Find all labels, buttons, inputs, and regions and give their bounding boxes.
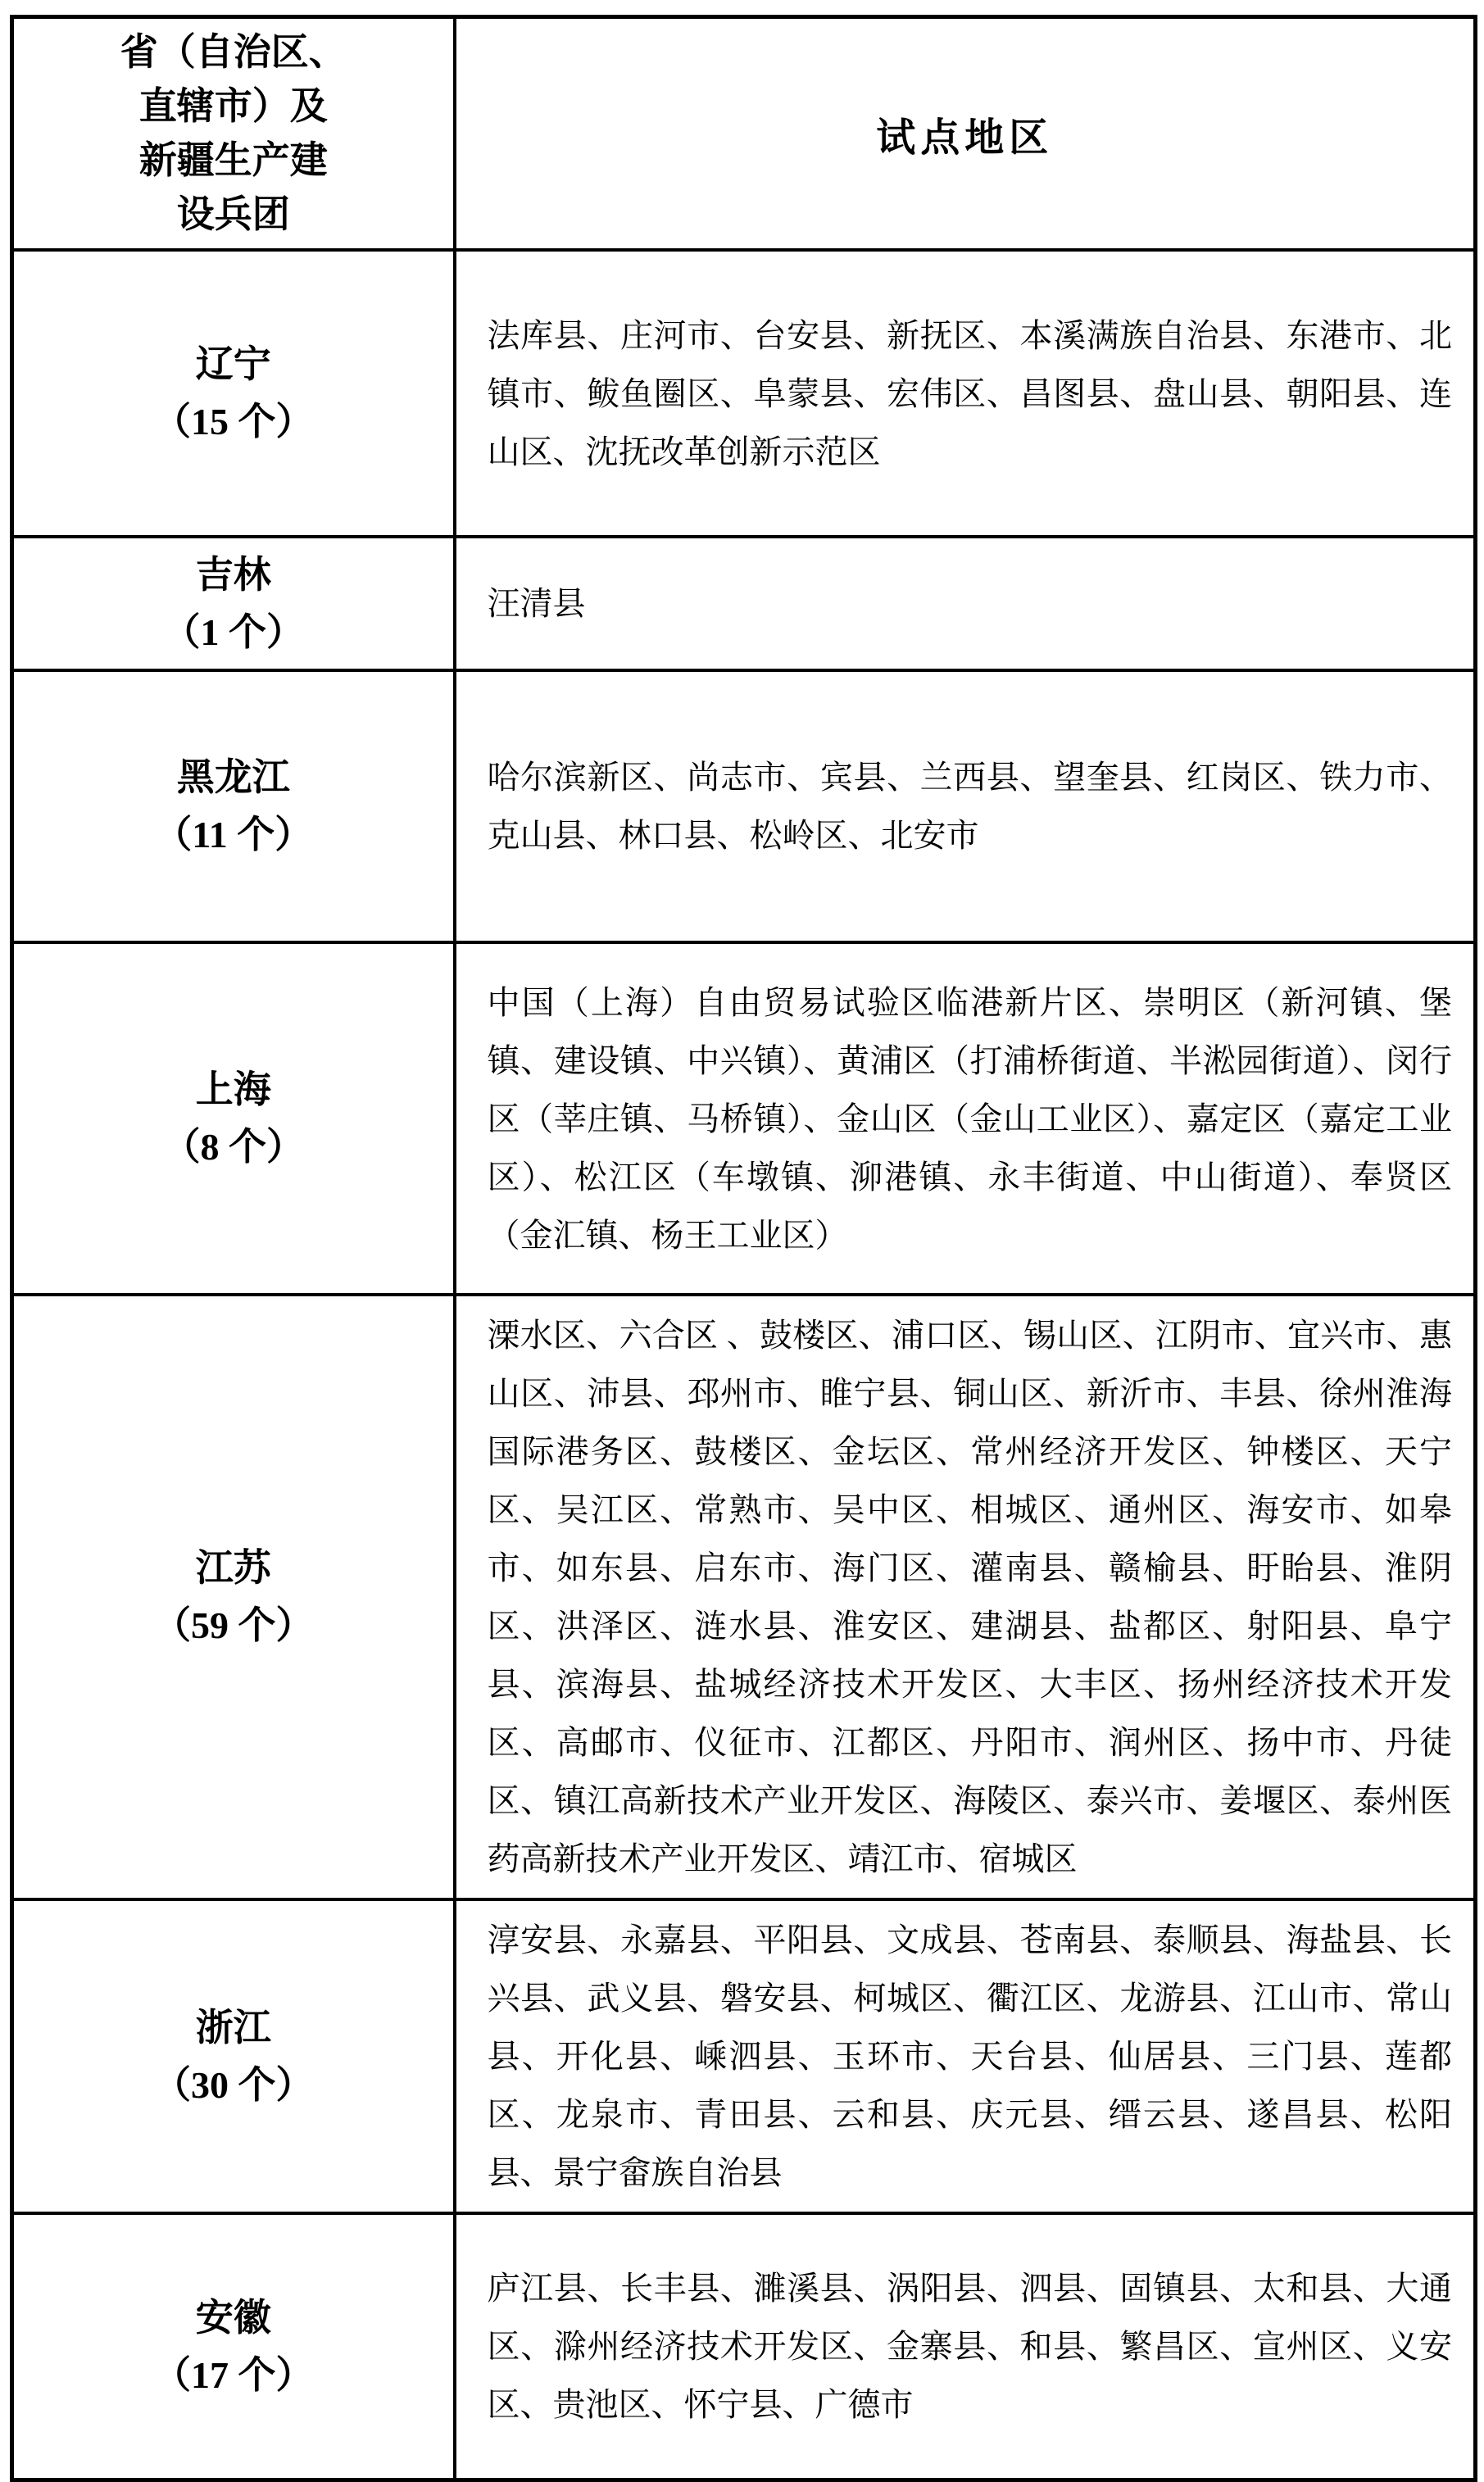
header-province-line: 省（自治区、 [120, 31, 347, 73]
areas-cell-shanghai: 中国（上海）自由贸易试验区临港新片区、崇明区（新河镇、堡镇、建设镇、中兴镇）、黄浦区（打浦桥街道、半淞园街道）、闵行区（莘庄镇、马桥镇）、金山区（金山工业区）、嘉定区（嘉定工业区）、松江区（车墩镇、泖港镇、永丰街道、中山街道）、奉贤区（金汇镇、杨王工业区） [455, 942, 1476, 1295]
province-name: 上海 [195, 1069, 271, 1110]
areas-cell-zhejiang: 淳安县、永嘉县、平阳县、文成县、苍南县、泰顺县、海盐县、长兴县、武义县、磐安县、柯城区、衢江区、龙游县、江山市、常山县、开化县、嵊泗县、玉环市、天台县、仙居县、三门县、莲都区、龙泉市、青田县、云和县、庆元县、缙云县、遂昌县、松阳县、景宁畲族自治县 [455, 1899, 1476, 2213]
header-province-line: 新疆生产建 [138, 139, 328, 181]
province-count: （1 个） [162, 610, 304, 653]
province-cell-shanghai [12, 942, 455, 1295]
province-cell-heilongjiang [12, 670, 455, 942]
province-name: 江苏 [195, 1547, 271, 1589]
row-heilongjiang [12, 670, 1476, 942]
header-province-column [12, 17, 455, 251]
row-liaoning [12, 250, 1476, 537]
province-name: 浙江 [195, 2006, 271, 2049]
areas-cell-heilongjiang: 哈尔滨新区、尚志市、宾县、兰西县、望奎县、红岗区、铁力市、克山县、林口县、松岭区、北安市 [455, 670, 1476, 942]
province-cell-anhui [12, 2213, 455, 2480]
province-name: 辽宁 [195, 343, 271, 385]
header-areas-label: 试点地区 [876, 116, 1054, 160]
province-name: 吉林 [195, 553, 271, 596]
province-cell-jilin [12, 537, 455, 670]
province-count: （59 个） [153, 1604, 314, 1646]
province-cell-zhejiang [12, 1899, 455, 2213]
areas-cell-liaoning: 法库县、庄河市、台安县、新抚区、本溪满族自治县、东港市、北镇市、鲅鱼圈区、阜蒙县、宏伟区、昌图县、盘山县、朝阳县、连山区、沈抚改革创新示范区 [455, 250, 1476, 537]
province-cell-liaoning [12, 250, 455, 537]
province-count: （8 个） [162, 1126, 304, 1168]
row-jilin [12, 537, 1476, 670]
header-areas-column [455, 17, 1476, 251]
row-zhejiang [12, 1899, 1476, 2213]
row-anhui [12, 2213, 1476, 2480]
province-name: 黑龙江 [176, 756, 290, 798]
province-count: （11 个） [154, 814, 313, 855]
province-count: （30 个） [153, 2063, 314, 2106]
row-jiangsu [12, 1295, 1476, 1899]
header-province-line: 直辖市）及 [138, 85, 328, 127]
areas-cell-jilin: 汪清县 [455, 537, 1476, 670]
province-count: （15 个） [153, 401, 314, 442]
province-name: 安徽 [195, 2296, 271, 2339]
row-shanghai [12, 942, 1476, 1295]
province-cell-jiangsu [12, 1295, 455, 1899]
province-count: （17 个） [153, 2353, 314, 2396]
pilot-areas-table [10, 15, 1477, 2482]
areas-cell-jiangsu: 溧水区、六合区 、鼓楼区、浦口区、锡山区、江阴市、宜兴市、惠山区、沛县、邳州市、睢宁县、铜山区、新沂市、丰县、徐州淮海国际港务区、鼓楼区、金坛区、常州经济开发区、钟楼区、天宁区、吴江区、常熟市、吴中区、相城区、通州区、海安市、如皋市、如东县、启东市、海门区、灌南县、赣榆县、盱眙县、淮阴区、洪泽区、涟水县、淮安区、建湖县、盐都区、射阳县、阜宁县、滨海县、盐城经济技术开发区、大丰区、扬州经济技术开发区、高邮市、仪征市、江都区、丹阳市、润州区、扬中市、丹徒区、镇江高新技术产业开发区、海陵区、泰兴市、姜堰区、泰州医药高新技术产业开发区、靖江市、宿城区 [455, 1295, 1476, 1899]
header-province-line: 设兵团 [176, 193, 290, 235]
table-header-row [12, 17, 1476, 251]
areas-cell-anhui: 庐江县、长丰县、濉溪县、涡阳县、泗县、固镇县、太和县、大通区、滁州经济技术开发区、金寨县、和县、繁昌区、宣州区、义安区、贵池区、怀宁县、广德市 [455, 2213, 1476, 2480]
